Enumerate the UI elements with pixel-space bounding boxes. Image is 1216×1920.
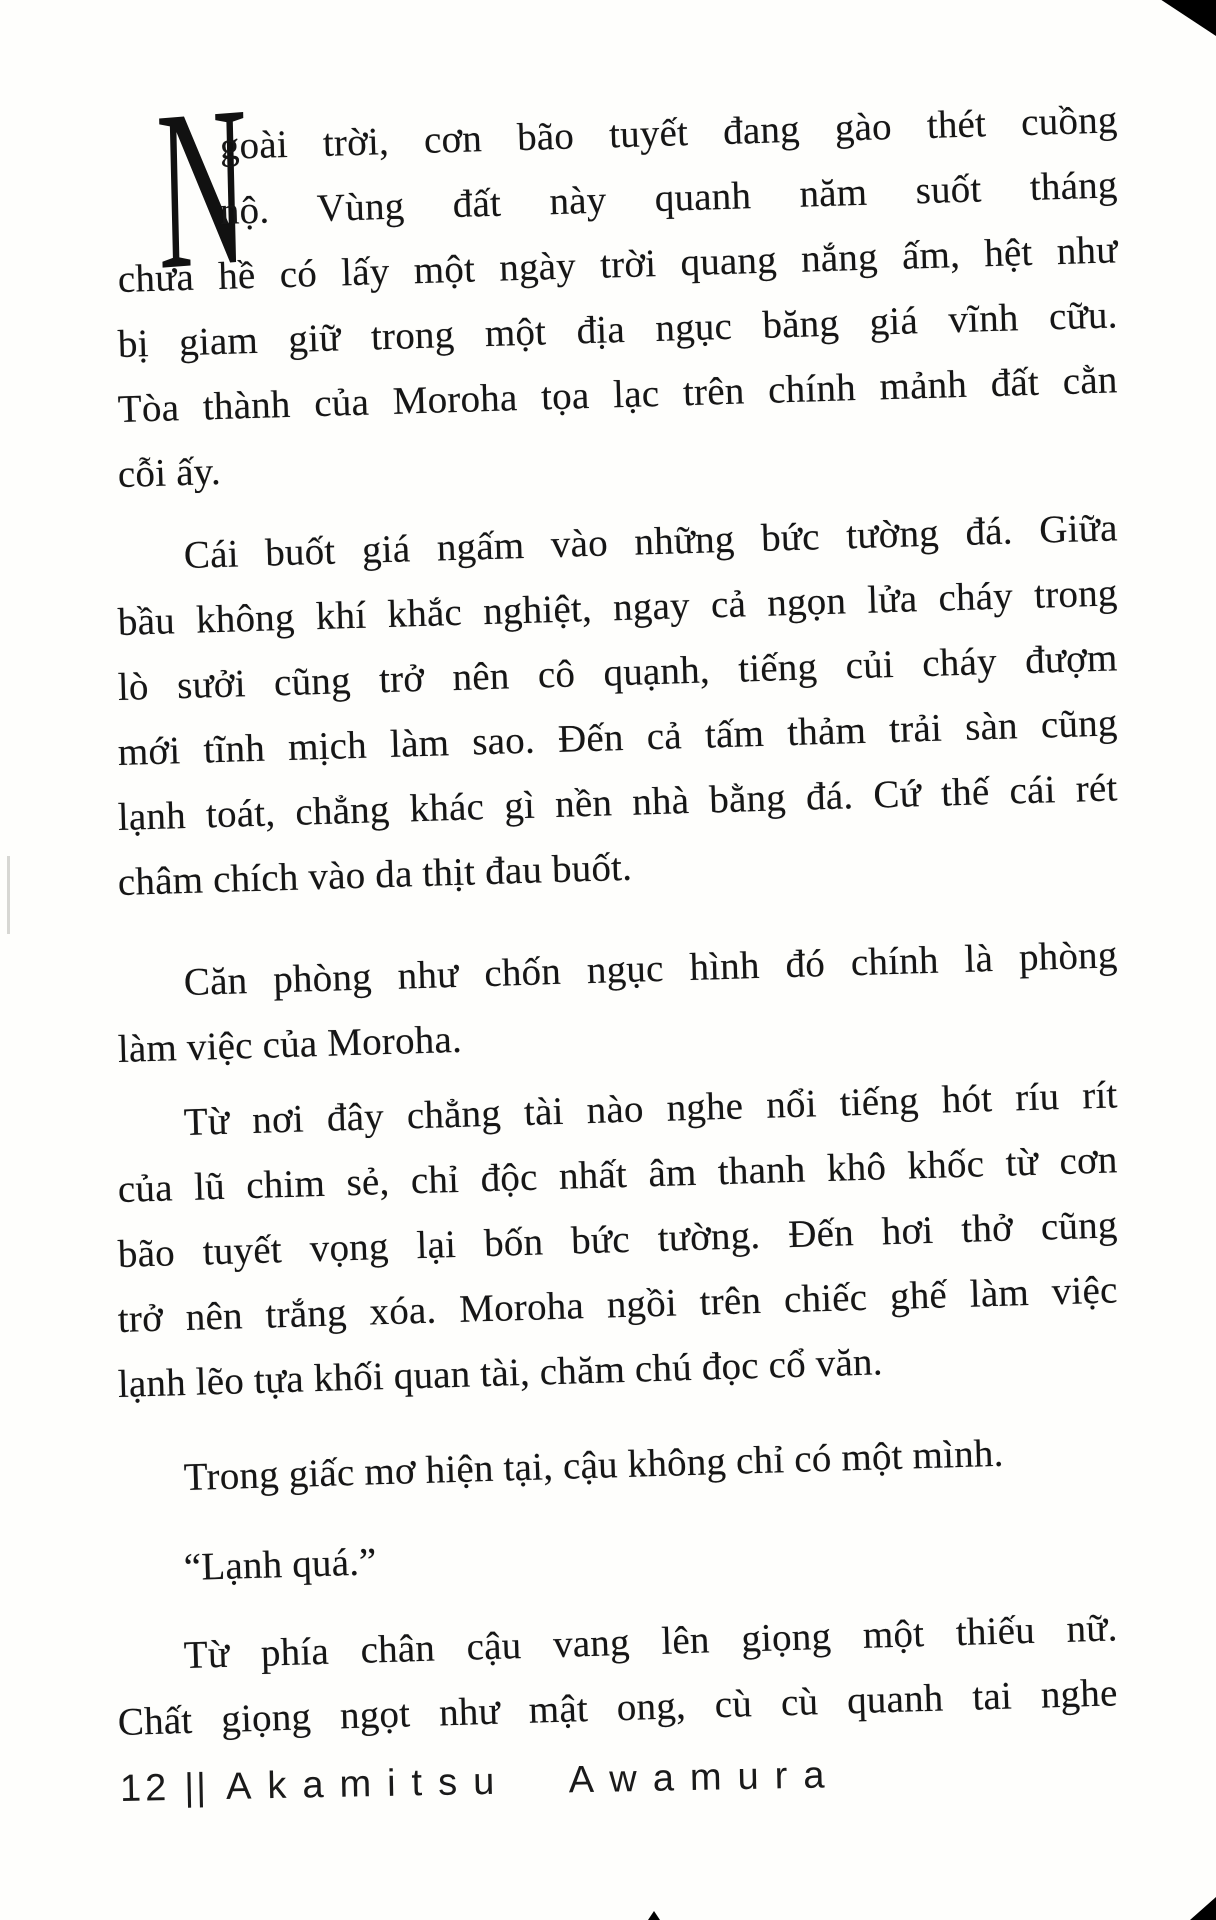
scan-artifact-top-right — [1146, 0, 1216, 36]
text-line: bão tuyết vọng lại bốn bức tường. Đến hơi thở cũng — [117, 1203, 1119, 1276]
text-line: lò sưởi cũng trở nên cô quạnh, tiếng củi cháy đượm — [117, 636, 1119, 709]
text-line: lạnh toát, chẳng khác gì nền nhà bằng đá. Cứ thế cái rét — [117, 766, 1119, 839]
text-line: bị giam giữ trong một địa ngục băng giá vĩnh cữu. — [117, 293, 1119, 366]
text-line: Căn phòng như chốn ngục hình đó chính là phòng — [183, 933, 1119, 1005]
text-line: châm chích vào da thịt đau buốt. — [117, 845, 633, 904]
text-line: Từ phía chân cậu vang lên giọng một thiếu nữ. — [183, 1606, 1119, 1678]
text-line: goài trời, cơn bão tuyết đang gào thét cuồng — [219, 98, 1119, 168]
text-line: Từ nơi đây chẳng tài nào nghe nổi tiếng hót ríu rít — [183, 1073, 1119, 1145]
text-line: “Lạnh quá.” — [183, 1540, 378, 1590]
drop-cap-letter: N — [154, 59, 251, 318]
page-footer — [120, 1754, 841, 1811]
page-number: 12 — [119, 1767, 171, 1810]
text-line: lạnh lẽo tựa khối quan tài, chăm chú đọc cổ văn. — [117, 1340, 884, 1406]
footer-separator: || — [183, 1766, 209, 1809]
text-line: trở nên trắng xóa. Moroha ngồi trên chiếc ghế làm việc — [117, 1268, 1119, 1341]
text-line: Tòa thành của Moroha tọa lạc trên chính mảnh đất cằn — [117, 358, 1119, 431]
scan-artifact-left-edge — [7, 856, 10, 934]
text-line: Chất giọng ngọt như mật ong, cù cù quanh tai nghe — [117, 1671, 1119, 1744]
text-line: Trong giấc mơ hiện tại, cậu không chỉ có một mình. — [183, 1431, 1005, 1500]
body-lines — [117, 98, 1119, 1755]
text-line: cỗi ấy. — [117, 449, 222, 496]
text-line: nộ. Vùng đất này quanh năm suốt tháng — [219, 163, 1119, 233]
text-line: của lũ chim sẻ, chỉ độc nhất âm thanh khô khốc từ cơn — [117, 1138, 1119, 1211]
text-line: làm việc của Moroha. — [117, 1017, 463, 1071]
scan-artifact-bottom-mark — [648, 1911, 660, 1920]
page-text — [117, 59, 1119, 1755]
scan-artifact-bottom-right — [1190, 1897, 1216, 1920]
text-line: Cái buốt giá ngấm vào những bức tường đá. Giữa — [183, 506, 1119, 578]
text-line: chưa hề có lấy một ngày trời quang nắng ấm, hệt như — [117, 228, 1119, 301]
text-line: bầu không khí khắc nghiệt, ngay cả ngọn lửa cháy trong — [117, 571, 1119, 644]
text-line: mới tĩnh mịch làm sao. Đến cả tấm thảm trải sàn cũng — [117, 701, 1119, 774]
author-name: Akamitsu Awamura — [225, 1754, 841, 1808]
